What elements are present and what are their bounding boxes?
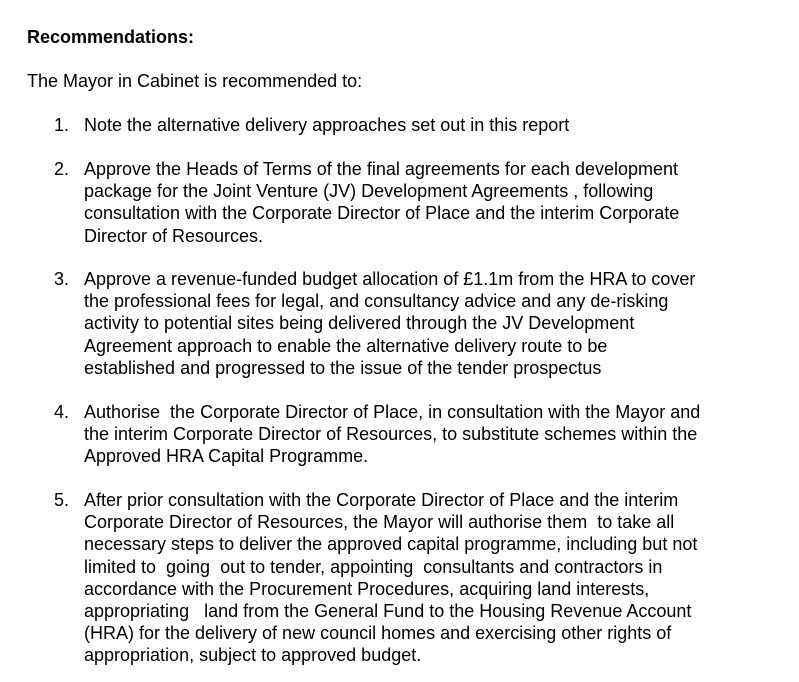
item-text [84,489,784,667]
item-line: consultation with the Corporate Director of Place and the interim Corporate [84,203,680,224]
item-number: 2. [54,159,70,179]
item-line: appropriating land from the General Fund to the Housing Revenue Account [84,601,692,622]
item-number: 3. [54,269,70,289]
item-text [84,268,784,379]
item-line: package for the Joint Venture (JV) Development Agreements , following [84,181,654,202]
item-line: After prior consultation with the Corporate Director of Place and the interim [84,490,679,510]
item-number: 5. [54,490,70,510]
intro-paragraph: The Mayor in Cabinet is recommended to: [27,71,363,91]
item-line: Approve the Heads of Terms of the final agreements for each development [84,159,679,179]
item-line: Authorise the Corporate Director of Place, in consultation with the Mayor and [84,402,701,422]
item-line: the professional fees for legal, and consultancy advice and any de-risking [84,291,669,312]
section-heading: Recommendations: [27,27,195,47]
item-line: Approve a revenue-funded budget allocation of £1.1m from the HRA to cover [84,269,696,289]
item-line: established and progressed to the issue of the tender prospectus [84,357,602,378]
item-line: necessary steps to deliver the approved capital programme, including but not [84,534,698,555]
item-text [84,401,784,468]
item-line: (HRA) for the delivery of new council homes and exercising other rights of [84,623,672,644]
item-line: Agreement approach to enable the alternative delivery route to be [84,335,608,356]
item-number: 4. [54,402,70,422]
item-line: appropriation, subject to approved budget. [84,645,422,666]
item-line: activity to potential sites being delivered through the JV Development [84,313,635,334]
item-line: Corporate Director of Resources, the Mayor will authorise them to take all [84,512,675,533]
item-line: limited to going out to tender, appointing consultants and contractors in [84,556,663,577]
item-number: 1. [54,115,70,135]
item-text [84,114,784,136]
item-line: Note the alternative delivery approaches set out in this report [84,115,570,135]
item-line: accordance with the Procurement Procedures, acquiring land interests, [84,578,650,599]
item-line: Director of Resources. [84,225,264,246]
item-line: the interim Corporate Director of Resources, to substitute schemes within the [84,424,698,445]
item-line: Approved HRA Capital Programme. [84,446,369,467]
item-text [84,158,784,247]
